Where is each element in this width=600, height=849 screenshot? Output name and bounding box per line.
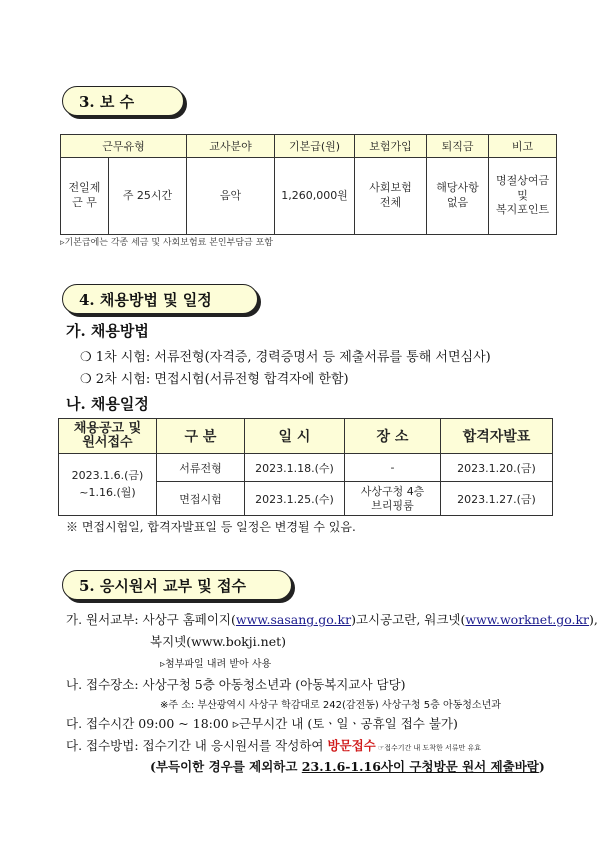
column-header: 채용공고 및 원서접수 xyxy=(59,419,157,454)
method-heading: 가. 채용방법 xyxy=(66,322,149,340)
table-header-row xyxy=(59,419,553,454)
table-row xyxy=(61,158,557,235)
worknet-link[interactable]: www.worknet.go.kr xyxy=(465,612,590,627)
work-type-cell: 전일제 근 무 xyxy=(61,158,109,235)
schedule-table xyxy=(58,418,553,516)
column-header: 교사분야 xyxy=(187,135,275,158)
date-cell: 2023.1.25.(수) xyxy=(245,482,345,516)
table-row xyxy=(59,454,553,482)
method-small-note: ☞접수기간 내 도착한 서류만 유효 xyxy=(375,744,482,752)
column-header: 구 분 xyxy=(157,419,245,454)
distribution-label: 가. 원서교부: 사상구 홈페이지( xyxy=(66,612,236,627)
circle-bullet-icon: ❍ xyxy=(80,350,92,365)
kind-cell: 면접시험 xyxy=(157,482,245,516)
place-cell: - xyxy=(345,454,441,482)
deadline-text: (부득이한 경우를 제외하고 xyxy=(150,759,302,774)
section-3-title: 3. 보 수 xyxy=(62,86,184,116)
section-5-title: 5. 응시원서 교부 및 접수 xyxy=(62,570,292,600)
deadline-line xyxy=(150,757,545,775)
salary-footnote: ▹기본급에는 각종 세금 및 사회보험료 본인부담금 포함 xyxy=(60,238,273,248)
time-line: 다. 접수시간 09:00 ~ 18:00 ▹근무시간 내 (토ㆍ일ㆍ공휴일 접수 불가) xyxy=(66,716,458,731)
column-header: 장 소 xyxy=(345,419,441,454)
date-cell: 2023.1.18.(수) xyxy=(245,454,345,482)
step-text: 2차 시험: 면접시험(서류전형 합격자에 한함) xyxy=(95,372,349,387)
section-4-title: 4. 채용방법 및 일정 xyxy=(62,284,258,314)
circle-bullet-icon: ❍ xyxy=(80,372,92,387)
column-header: 보험가입 xyxy=(355,135,427,158)
place-cell: 사상구청 4층 브리핑룸 xyxy=(345,482,441,516)
result-cell: 2023.1.20.(금) xyxy=(441,454,553,482)
visit-receipt-highlight: 방문접수 xyxy=(327,738,376,753)
schedule-heading: 나. 채용일정 xyxy=(66,395,149,413)
place-line: 나. 접수장소: 사상구청 5층 아동청소년과 (아동복지교사 담당) xyxy=(66,677,406,692)
method-line xyxy=(66,736,481,754)
column-header: 합격자발표 xyxy=(441,419,553,454)
note-cell: 명절상여금 및 복지포인트 xyxy=(489,158,557,235)
column-header: 비고 xyxy=(489,135,557,158)
deadline-underlined: 23.1.6-1.16사이 구청방문 원서 제출바람 xyxy=(301,759,539,774)
salary-cell: 1,260,000원 xyxy=(275,158,355,235)
sasang-link[interactable]: www.sasang.go.kr xyxy=(235,612,352,627)
step-item xyxy=(80,368,349,387)
salary-table xyxy=(60,134,557,235)
column-header: 기본급(원) xyxy=(275,135,355,158)
work-hours-cell: 주 25시간 xyxy=(109,158,187,235)
distribution-text: ), xyxy=(589,612,598,627)
distribution-line xyxy=(66,610,598,628)
field-cell: 음악 xyxy=(187,158,275,235)
distribution-text: )고시공고란, 워크넷( xyxy=(351,612,466,627)
table-header-row xyxy=(61,135,557,158)
bokji-line: 복지넷(www.bokji.net) xyxy=(150,634,286,649)
announce-period-cell: 2023.1.6.(금) ~1.16.(월) xyxy=(59,454,157,516)
schedule-note: ※ 면접시험일, 합격자발표일 등 일정은 변경될 수 있음. xyxy=(66,520,356,534)
result-cell: 2023.1.27.(금) xyxy=(441,482,553,516)
column-header: 퇴직금 xyxy=(427,135,489,158)
kind-cell: 서류전형 xyxy=(157,454,245,482)
step-item xyxy=(80,346,491,365)
deadline-text: ) xyxy=(538,759,545,774)
column-header: 일 시 xyxy=(245,419,345,454)
severance-cell: 해당사항 없음 xyxy=(427,158,489,235)
method-text: 다. 접수방법: 접수기간 내 응시원서를 작성하여 xyxy=(66,738,328,753)
attachment-note: ▹첨부파일 내려 받아 사용 xyxy=(160,659,272,670)
column-header: 근무유형 xyxy=(61,135,187,158)
step-text: 1차 시험: 서류전형(자격증, 경력증명서 등 제출서류를 통해 서면심사) xyxy=(95,350,491,365)
address-note: ※주 소: 부산광역시 사상구 학감대로 242(감전동) 사상구청 5층 아동청소년과 xyxy=(160,700,501,711)
insurance-cell: 사회보험 전체 xyxy=(355,158,427,235)
